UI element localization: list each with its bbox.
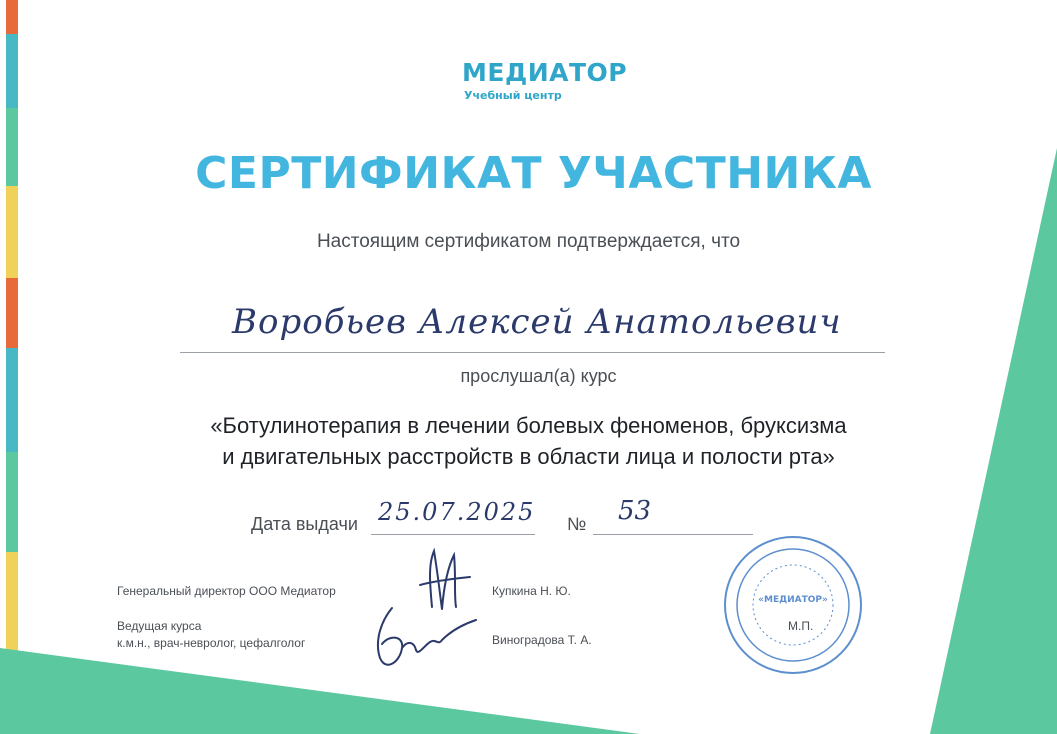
logo-subtitle: Учебный центр bbox=[464, 89, 562, 102]
lead-role bbox=[117, 618, 305, 652]
director-name: Купкина Н. Ю. bbox=[492, 584, 571, 598]
decor-bottom-left-triangle bbox=[0, 648, 640, 734]
lead-role-line-2: к.м.н., врач-невролог, цефалголог bbox=[117, 636, 306, 650]
certificate-number: 53 bbox=[618, 496, 652, 526]
company-stamp bbox=[722, 534, 864, 676]
lead-role-line-1: Ведущая курса bbox=[117, 619, 202, 633]
stamp-label: М.П. bbox=[788, 619, 814, 633]
course-title bbox=[0, 410, 1057, 472]
participant-name: Воробьев Алексей Анатольевич bbox=[232, 302, 842, 342]
certificate-title: СЕРТИФИКАТ УЧАСТНИКА bbox=[195, 148, 872, 199]
logo-name: МЕДИАТОР bbox=[462, 58, 628, 87]
issue-date-label: Дата выдачи bbox=[251, 514, 358, 534]
course-line-2: и двигательных расстройств в области лица и полости рта» bbox=[222, 444, 835, 469]
stamp-center-text: «МЕДИАТОР» bbox=[758, 595, 828, 605]
confirm-text: Настоящим сертификатом подтверждается, что bbox=[316, 231, 741, 252]
lead-name: Виноградова Т. А. bbox=[492, 633, 592, 647]
brand-logo bbox=[462, 58, 627, 102]
course-line-1: «Ботулинотерапия в лечении болевых феноменов, бруксизма bbox=[210, 413, 847, 438]
lead-signature bbox=[352, 600, 482, 680]
listened-text: прослушал(а) курс bbox=[460, 366, 617, 386]
name-underline bbox=[180, 352, 885, 353]
director-role: Генеральный директор ООО Медиатор bbox=[117, 584, 336, 598]
number-label: № bbox=[567, 514, 587, 534]
date-underline bbox=[371, 534, 535, 535]
issue-date: 25.07.2025 bbox=[378, 498, 536, 526]
